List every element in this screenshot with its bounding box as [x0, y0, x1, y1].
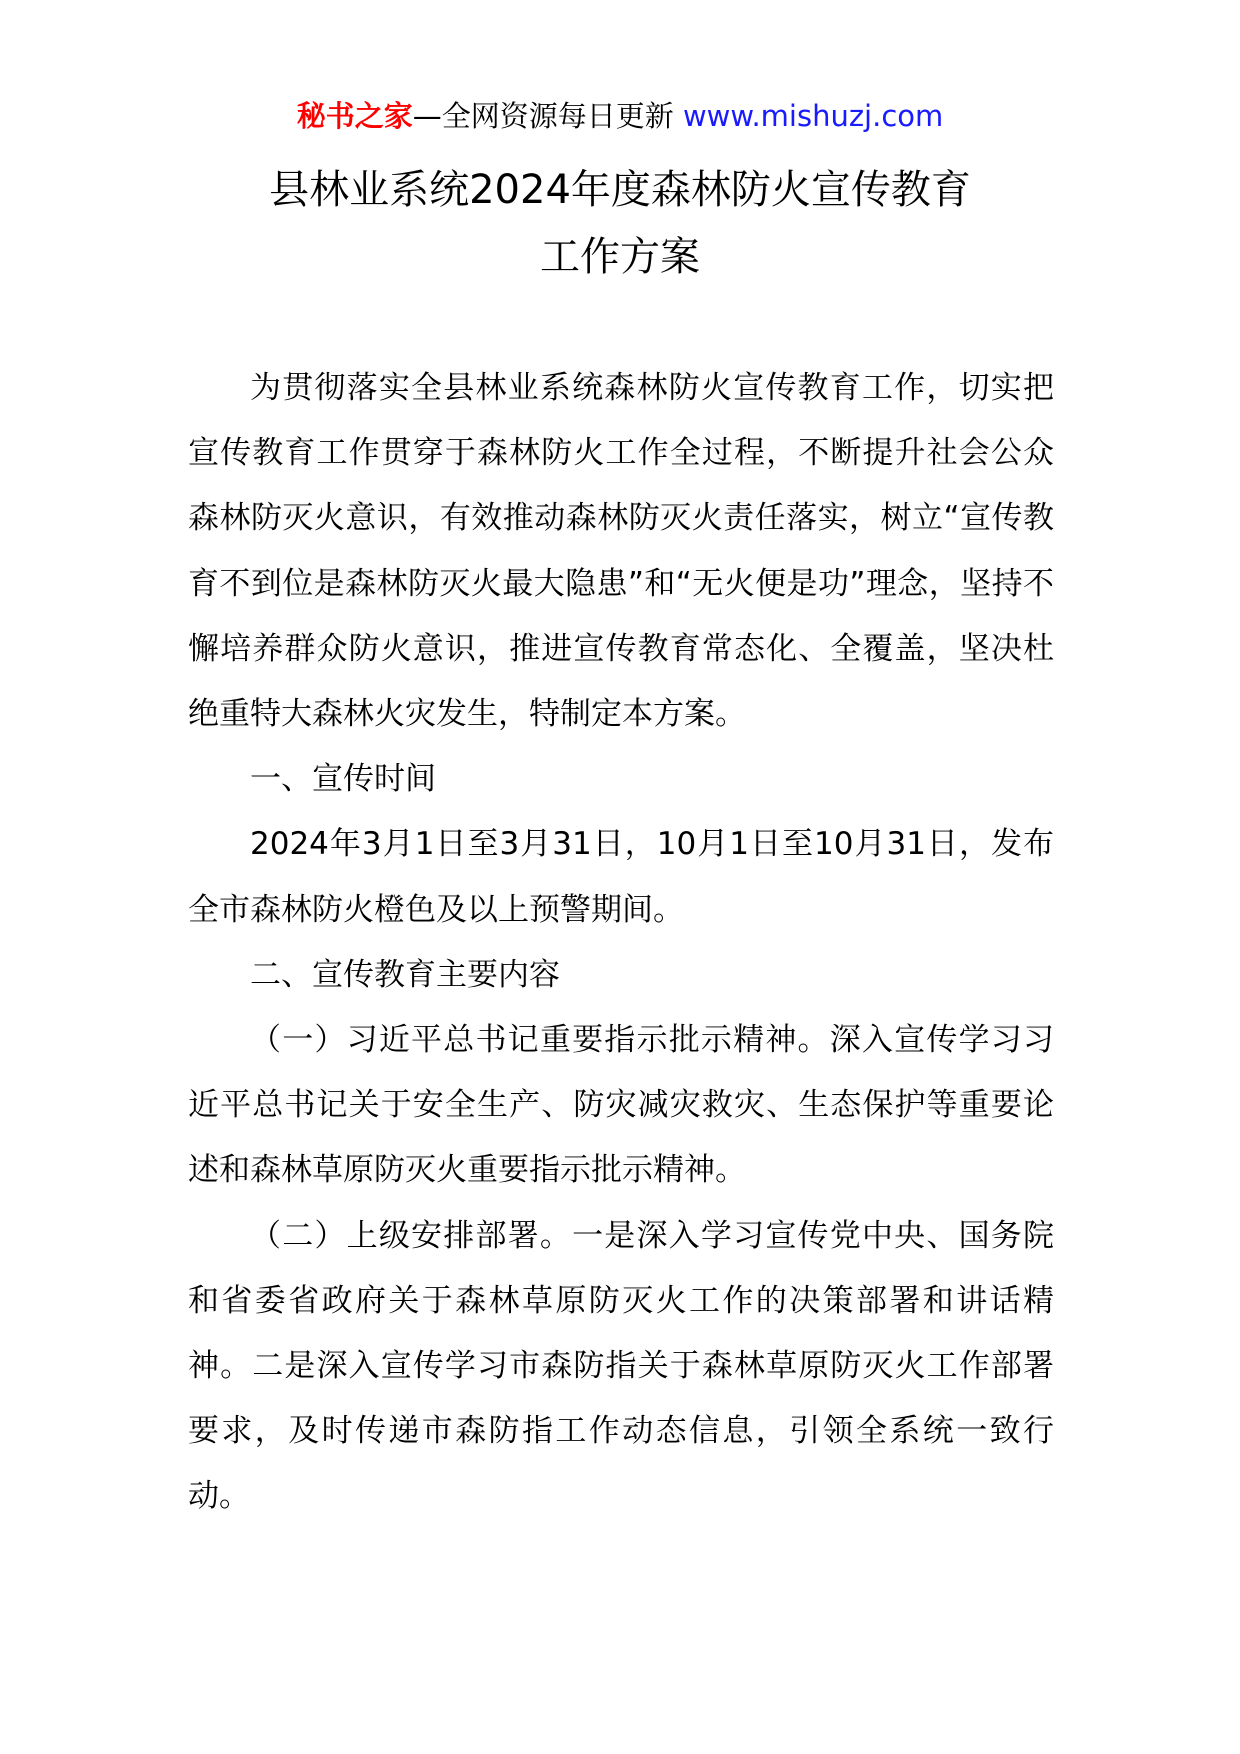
paragraph-time: 2024年3月1日至3月31日，10月1日至10月31日，发布全市森林防火橙色及以上预警期间。 — [188, 826, 1054, 928]
brand-tagline: —全网资源每日更新 — [412, 99, 674, 133]
brand-name: 秘书之家 — [296, 99, 413, 133]
document-title-line-1: 县林业系统2024年度森林防火宣传教育 — [269, 167, 971, 213]
paragraph-item-2: （二）上级安排部署。一是深入学习宣传党中央、国务院和省委省政府关于森林草原防灭火工作的决策部署和讲话精神。二是深入宣传学习市森防指关于森林草原防灭火工作部署要求，及时传递市森防指工作动态信息，引领全系统一致行动。 — [188, 1217, 1054, 1515]
paragraph-item-1: （一）习近平总书记重要指示批示精神。深入宣传学习习近平总书记关于安全生产、防灾减灾救灾、生态保护等重要论述和森林草原防灭火重要指示批示精神。 — [188, 1022, 1054, 1189]
section-heading-1: 一、宣传时间 — [250, 761, 436, 798]
watermark-header — [0, 98, 1240, 134]
document-title-line-2: 工作方案 — [540, 234, 700, 280]
document-body — [188, 356, 1054, 1530]
section-heading-2: 二、宣传教育主要内容 — [250, 956, 560, 993]
paragraph-intro: 为贯彻落实全县林业系统森林防火宣传教育工作，切实把宣传教育工作贯穿于森林防火工作全过程，不断提升社会公众森林防灭火意识，有效推动森林防灭火责任落实，树立“宣传教育不到位是森林防灭火最大隐患”和“无火便是功”理念，坚持不懈培养群众防火意识，推进宣传教育常态化、全覆盖，坚决杜绝重特大森林火灾发生，特制定本方案。 — [188, 370, 1054, 733]
site-url: www.mishuzj.com — [682, 99, 944, 133]
